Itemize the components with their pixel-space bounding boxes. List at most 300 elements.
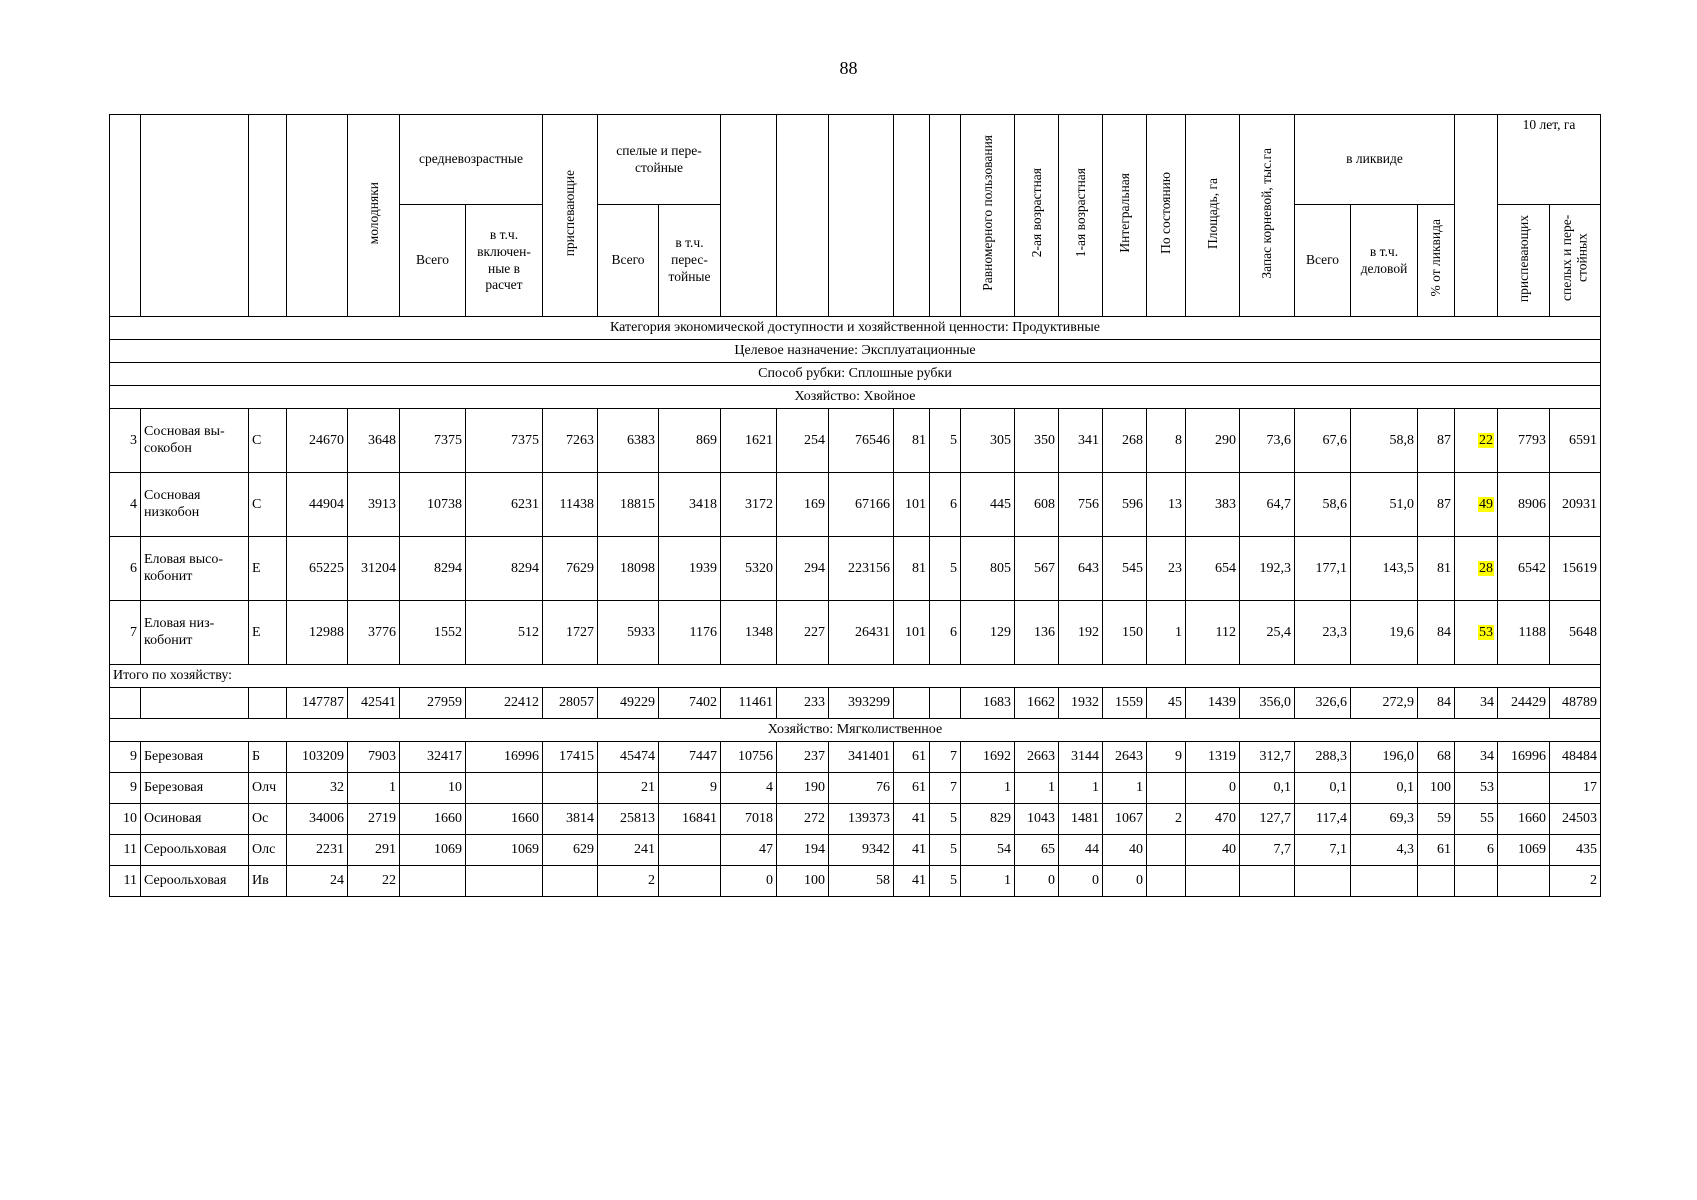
table-cell: 20931 — [1550, 473, 1601, 537]
table-cell: 294 — [777, 537, 829, 601]
table-cell: 305 — [961, 409, 1015, 473]
table-cell: 2643 — [1103, 742, 1147, 773]
table-row — [110, 773, 1601, 804]
header-blank — [287, 115, 348, 317]
table-cell: 1692 — [961, 742, 1015, 773]
table-cell: 47 — [721, 835, 777, 866]
table-cell: 272 — [777, 804, 829, 835]
table-cell: 341 — [1059, 409, 1103, 473]
banner-purpose: Целевое назначение: Эксплуатационные — [110, 340, 1601, 363]
table-cell: 0,1 — [1295, 773, 1351, 804]
forest-table-container — [109, 114, 1601, 897]
species-name: Еловая высо-кобонит — [144, 551, 224, 584]
species-name-cell: Сероольховая — [141, 866, 249, 897]
table-cell: 356,0 — [1240, 688, 1295, 719]
table-cell: 11 — [110, 835, 141, 866]
header-vozrast1: 1-ая возрастная — [1059, 115, 1103, 317]
table-cell: 41 — [894, 866, 930, 897]
table-cell — [1498, 773, 1550, 804]
table-cell: 150 — [1103, 601, 1147, 665]
header-po-sostoyaniyu: По состоянию — [1147, 115, 1186, 317]
table-cell: 73,6 — [1240, 409, 1295, 473]
table-cell — [1455, 473, 1498, 537]
table-cell: 58 — [829, 866, 894, 897]
header-prispevayushchie: приспевающие — [543, 115, 598, 317]
table-cell: 11461 — [721, 688, 777, 719]
table-cell: 227 — [777, 601, 829, 665]
table-cell: 288,3 — [1295, 742, 1351, 773]
banner-economy-conifer: Хозяйство: Хвойное — [110, 386, 1601, 409]
table-cell: 40 — [1103, 835, 1147, 866]
table-cell: 2663 — [1015, 742, 1059, 773]
species-name-cell — [141, 409, 249, 473]
table-cell — [110, 688, 141, 719]
table-cell: 13 — [1147, 473, 1186, 537]
table-cell: 237 — [777, 742, 829, 773]
table-cell: 350 — [1015, 409, 1059, 473]
table-cell: 51,0 — [1351, 473, 1418, 537]
table-cell: 1939 — [659, 537, 721, 601]
table-cell: 84 — [1418, 688, 1455, 719]
table-cell — [894, 688, 930, 719]
table-cell: 143,5 — [1351, 537, 1418, 601]
table-cell: 190 — [777, 773, 829, 804]
table-cell: 7 — [110, 601, 141, 665]
species-name-cell — [141, 688, 249, 719]
table-cell: 11438 — [543, 473, 598, 537]
table-cell: 147787 — [287, 688, 348, 719]
table-cell: 55 — [1455, 804, 1498, 835]
table-cell: 8906 — [1498, 473, 1550, 537]
table-cell: 45 — [1147, 688, 1186, 719]
header-blank — [930, 115, 961, 317]
table-cell: 1559 — [1103, 688, 1147, 719]
table-cell — [466, 866, 543, 897]
table-cell: 829 — [961, 804, 1015, 835]
table-cell: 2231 — [287, 835, 348, 866]
table-cell: 8 — [1147, 409, 1186, 473]
table-cell: 2719 — [348, 804, 400, 835]
table-cell: 291 — [348, 835, 400, 866]
table-cell: 512 — [466, 601, 543, 665]
table-cell: 9 — [110, 773, 141, 804]
table-cell: 3144 — [1059, 742, 1103, 773]
table-cell: 44904 — [287, 473, 348, 537]
header-vtch-delovoy: в т.ч. деловой — [1351, 205, 1418, 317]
table-cell: 169 — [777, 473, 829, 537]
table-cell: 4,3 — [1351, 835, 1418, 866]
table-cell: С — [249, 473, 287, 537]
table-cell: 44 — [1059, 835, 1103, 866]
table-cell: 42541 — [348, 688, 400, 719]
table-cell: 7 — [930, 742, 961, 773]
highlighted-value: 49 — [1479, 496, 1493, 512]
table-row — [110, 866, 1601, 897]
table-cell: 2 — [1550, 866, 1601, 897]
table-cell: 1683 — [961, 688, 1015, 719]
table-cell: 326,6 — [1295, 688, 1351, 719]
table-cell — [659, 866, 721, 897]
table-cell: 16996 — [1498, 742, 1550, 773]
table-cell: 272,9 — [1351, 688, 1418, 719]
table-cell: 1 — [961, 866, 1015, 897]
species-name: Сосновая низкобон — [144, 487, 201, 520]
table-cell: 10 — [110, 804, 141, 835]
table-cell: 1932 — [1059, 688, 1103, 719]
table-cell: 0 — [1015, 866, 1059, 897]
table-cell: 0,1 — [1240, 773, 1295, 804]
table-cell: 32 — [287, 773, 348, 804]
page-number: 88 — [839, 58, 858, 78]
header-spelykh: спелых и пере-стойных — [1550, 205, 1601, 317]
table-cell — [659, 835, 721, 866]
table-body — [110, 317, 1601, 897]
table-cell: 103209 — [287, 742, 348, 773]
header-10-let: 10 лет, га — [1498, 115, 1601, 205]
table-cell: 5 — [930, 804, 961, 835]
banner-row — [110, 719, 1601, 742]
table-cell: 48789 — [1550, 688, 1601, 719]
table-row — [110, 409, 1601, 473]
table-cell — [1498, 866, 1550, 897]
table-cell: 34006 — [287, 804, 348, 835]
table-cell: 8294 — [466, 537, 543, 601]
species-name: Еловая низ-кобонит — [144, 615, 215, 648]
table-cell: 1439 — [1186, 688, 1240, 719]
table-cell: 1 — [1147, 601, 1186, 665]
table-cell: 1 — [348, 773, 400, 804]
table-cell: 6542 — [1498, 537, 1550, 601]
species-name-cell: Березовая — [141, 742, 249, 773]
header-blank — [249, 115, 287, 317]
table-cell: 194 — [777, 835, 829, 866]
table-cell: 9342 — [829, 835, 894, 866]
table-cell: 9 — [110, 742, 141, 773]
table-cell: 24 — [287, 866, 348, 897]
table-cell: 23,3 — [1295, 601, 1351, 665]
table-cell: 9 — [659, 773, 721, 804]
table-row — [110, 742, 1601, 773]
table-cell: 65225 — [287, 537, 348, 601]
header-vsego: Всего — [400, 205, 466, 317]
table-cell: 45474 — [598, 742, 659, 773]
species-name-cell: Сероольховая — [141, 835, 249, 866]
table-cell: 112 — [1186, 601, 1240, 665]
table-cell: 756 — [1059, 473, 1103, 537]
table-cell — [1295, 866, 1351, 897]
table-cell: 16841 — [659, 804, 721, 835]
table-cell: 12988 — [287, 601, 348, 665]
table-cell — [1147, 866, 1186, 897]
table-cell: 10756 — [721, 742, 777, 773]
header-blank — [1455, 115, 1498, 317]
subtotal-label: Итого по хозяйству: — [110, 665, 1601, 688]
table-cell: 196,0 — [1351, 742, 1418, 773]
table-cell: 3648 — [348, 409, 400, 473]
table-cell: 233 — [777, 688, 829, 719]
forest-table — [109, 114, 1601, 897]
table-row — [110, 601, 1601, 665]
table-cell: 869 — [659, 409, 721, 473]
table-cell: 6591 — [1550, 409, 1601, 473]
table-cell: 22412 — [466, 688, 543, 719]
header-spelye: спелые и пере-стойные — [598, 115, 721, 205]
table-cell: 61 — [1418, 835, 1455, 866]
table-cell: 18815 — [598, 473, 659, 537]
table-cell: Б — [249, 742, 287, 773]
table-cell: 15619 — [1550, 537, 1601, 601]
table-cell: 7629 — [543, 537, 598, 601]
table-cell: 1043 — [1015, 804, 1059, 835]
header-blank — [721, 115, 777, 317]
table-cell: 1 — [1059, 773, 1103, 804]
header-vsego: Всего — [598, 205, 659, 317]
table-cell: 24429 — [1498, 688, 1550, 719]
table-cell: 9 — [1147, 742, 1186, 773]
table-cell: 7447 — [659, 742, 721, 773]
table-cell: 101 — [894, 473, 930, 537]
table-cell: 241 — [598, 835, 659, 866]
table-cell: 26431 — [829, 601, 894, 665]
species-name-cell: Березовая — [141, 773, 249, 804]
table-cell: 25813 — [598, 804, 659, 835]
table-cell: 3 — [110, 409, 141, 473]
table-cell: 3172 — [721, 473, 777, 537]
table-cell: 1727 — [543, 601, 598, 665]
table-cell: 7903 — [348, 742, 400, 773]
table-cell — [249, 688, 287, 719]
table-cell: 629 — [543, 835, 598, 866]
table-cell: 643 — [1059, 537, 1103, 601]
table-cell: 5933 — [598, 601, 659, 665]
table-cell: 1552 — [400, 601, 466, 665]
table-cell: 435 — [1550, 835, 1601, 866]
table-cell: Е — [249, 601, 287, 665]
table-cell: 1067 — [1103, 804, 1147, 835]
species-name-cell: Осиновая — [141, 804, 249, 835]
table-cell: 3418 — [659, 473, 721, 537]
table-cell: 7402 — [659, 688, 721, 719]
table-cell: 19,6 — [1351, 601, 1418, 665]
table-cell — [1351, 866, 1418, 897]
table-cell: 0 — [721, 866, 777, 897]
table-cell: 6231 — [466, 473, 543, 537]
table-cell: 65 — [1015, 835, 1059, 866]
table-cell: 0,1 — [1351, 773, 1418, 804]
table-cell: 1069 — [400, 835, 466, 866]
table-cell: Ос — [249, 804, 287, 835]
header-zapas: Запас корневой, тыс.га — [1240, 115, 1295, 317]
table-cell: 22 — [348, 866, 400, 897]
table-cell: 127,7 — [1240, 804, 1295, 835]
table-cell: 17 — [1550, 773, 1601, 804]
header-blank — [777, 115, 829, 317]
table-cell: 445 — [961, 473, 1015, 537]
table-cell: 76546 — [829, 409, 894, 473]
table-cell — [1418, 866, 1455, 897]
table-cell — [543, 866, 598, 897]
header-blank — [829, 115, 894, 317]
table-cell: 76 — [829, 773, 894, 804]
table-cell: 290 — [1186, 409, 1240, 473]
table-cell: 4 — [721, 773, 777, 804]
table-cell — [1455, 537, 1498, 601]
table-cell: 192,3 — [1240, 537, 1295, 601]
table-cell: 61 — [894, 773, 930, 804]
table-row — [110, 473, 1601, 537]
table-cell: 0 — [1186, 773, 1240, 804]
table-cell: 84 — [1418, 601, 1455, 665]
table-cell — [400, 866, 466, 897]
table-cell: 805 — [961, 537, 1015, 601]
table-cell: 567 — [1015, 537, 1059, 601]
table-cell: 1069 — [1498, 835, 1550, 866]
table-cell: 49229 — [598, 688, 659, 719]
table-cell: 7375 — [466, 409, 543, 473]
table-cell: 596 — [1103, 473, 1147, 537]
species-name-cell — [141, 537, 249, 601]
table-cell — [1186, 866, 1240, 897]
table-cell — [1240, 866, 1295, 897]
subtotal-row — [110, 688, 1601, 719]
table-cell: 101 — [894, 601, 930, 665]
table-cell: 41 — [894, 804, 930, 835]
table-cell: 40 — [1186, 835, 1240, 866]
table-cell: 654 — [1186, 537, 1240, 601]
table-cell: 254 — [777, 409, 829, 473]
table-cell: 139373 — [829, 804, 894, 835]
table-cell: 23 — [1147, 537, 1186, 601]
table-cell — [466, 773, 543, 804]
header-blank — [141, 115, 249, 317]
table-cell: 2 — [1147, 804, 1186, 835]
table-cell: 10 — [400, 773, 466, 804]
table-cell: 1319 — [1186, 742, 1240, 773]
table-cell: 32417 — [400, 742, 466, 773]
table-cell: 5 — [930, 537, 961, 601]
table-cell: 24503 — [1550, 804, 1601, 835]
table-cell: 34 — [1455, 688, 1498, 719]
header-vozrast2: 2-ая возрастная — [1015, 115, 1059, 317]
table-cell: 58,6 — [1295, 473, 1351, 537]
table-cell: 1660 — [400, 804, 466, 835]
highlighted-value: 53 — [1479, 624, 1493, 640]
table-cell: 27959 — [400, 688, 466, 719]
table-cell: 41 — [894, 835, 930, 866]
table-cell: 6 — [110, 537, 141, 601]
table-cell: 81 — [894, 409, 930, 473]
header-v-likvide: в ликвиде — [1295, 115, 1455, 205]
table-cell: 21 — [598, 773, 659, 804]
header-ploshchad: Площадь, га — [1186, 115, 1240, 317]
table-cell: 1660 — [466, 804, 543, 835]
table-cell: 48484 — [1550, 742, 1601, 773]
table-cell: 34 — [1455, 742, 1498, 773]
table-cell: 7,1 — [1295, 835, 1351, 866]
header-blank — [110, 115, 141, 317]
table-cell: Е — [249, 537, 287, 601]
table-cell: 6 — [1455, 835, 1498, 866]
table-cell: 3913 — [348, 473, 400, 537]
table-cell: 100 — [777, 866, 829, 897]
table-cell: 192 — [1059, 601, 1103, 665]
table-cell: 136 — [1015, 601, 1059, 665]
table-cell: 341401 — [829, 742, 894, 773]
table-cell: 312,7 — [1240, 742, 1295, 773]
header-integralnaya: Интегральная — [1103, 115, 1147, 317]
table-cell: 3814 — [543, 804, 598, 835]
table-cell: 8294 — [400, 537, 466, 601]
table-cell: 393299 — [829, 688, 894, 719]
table-cell: 59 — [1418, 804, 1455, 835]
species-name-cell — [141, 601, 249, 665]
table-cell: 87 — [1418, 409, 1455, 473]
table-cell: 268 — [1103, 409, 1147, 473]
table-cell: 117,4 — [1295, 804, 1351, 835]
table-header — [110, 115, 1601, 317]
table-cell: 100 — [1418, 773, 1455, 804]
table-cell: 18098 — [598, 537, 659, 601]
table-cell: 0 — [1059, 866, 1103, 897]
table-cell: Олс — [249, 835, 287, 866]
table-cell: 223156 — [829, 537, 894, 601]
table-cell: 7793 — [1498, 409, 1550, 473]
table-cell: 64,7 — [1240, 473, 1295, 537]
table-cell — [930, 688, 961, 719]
table-cell: 1 — [961, 773, 1015, 804]
table-cell: 6383 — [598, 409, 659, 473]
table-cell: 7,7 — [1240, 835, 1295, 866]
table-row — [110, 804, 1601, 835]
table-cell: 67166 — [829, 473, 894, 537]
table-cell: 1 — [1103, 773, 1147, 804]
table-cell: 11 — [110, 866, 141, 897]
table-cell: 58,8 — [1351, 409, 1418, 473]
table-cell: 1662 — [1015, 688, 1059, 719]
table-cell: 1348 — [721, 601, 777, 665]
table-cell: 3776 — [348, 601, 400, 665]
table-cell: 6 — [930, 601, 961, 665]
table-cell: 67,6 — [1295, 409, 1351, 473]
table-cell: 7 — [930, 773, 961, 804]
table-cell: 7375 — [400, 409, 466, 473]
header-pct-ot-likvida: % от ликвида — [1418, 205, 1455, 317]
banner-economy-deciduous: Хозяйство: Мягколиственное — [110, 719, 1601, 742]
header-vtch-perestoynye: в т.ч. перес-тойные — [659, 205, 721, 317]
table-cell: 81 — [1418, 537, 1455, 601]
table-cell — [1455, 866, 1498, 897]
table-cell: 5320 — [721, 537, 777, 601]
table-cell: 54 — [961, 835, 1015, 866]
species-name: Сосновая вы-сокобон — [144, 423, 225, 456]
table-row — [110, 537, 1601, 601]
table-cell: 53 — [1455, 773, 1498, 804]
table-cell: 16996 — [466, 742, 543, 773]
table-cell: 1481 — [1059, 804, 1103, 835]
table-cell: 1176 — [659, 601, 721, 665]
table-cell: 4 — [110, 473, 141, 537]
table-cell: 25,4 — [1240, 601, 1295, 665]
header-srednevozrastnye: средневозрастные — [400, 115, 543, 205]
header-ravnomernogo: Равномерного пользования — [961, 115, 1015, 317]
subtotal-label-row — [110, 665, 1601, 688]
table-cell — [1147, 773, 1186, 804]
table-cell: 5648 — [1550, 601, 1601, 665]
header-molodnyaki: молодняки — [348, 115, 400, 317]
table-cell: 5 — [930, 409, 961, 473]
header-vtch-vklyuchennye: в т.ч. включен-ные в расчет — [466, 205, 543, 317]
table-cell: 68 — [1418, 742, 1455, 773]
